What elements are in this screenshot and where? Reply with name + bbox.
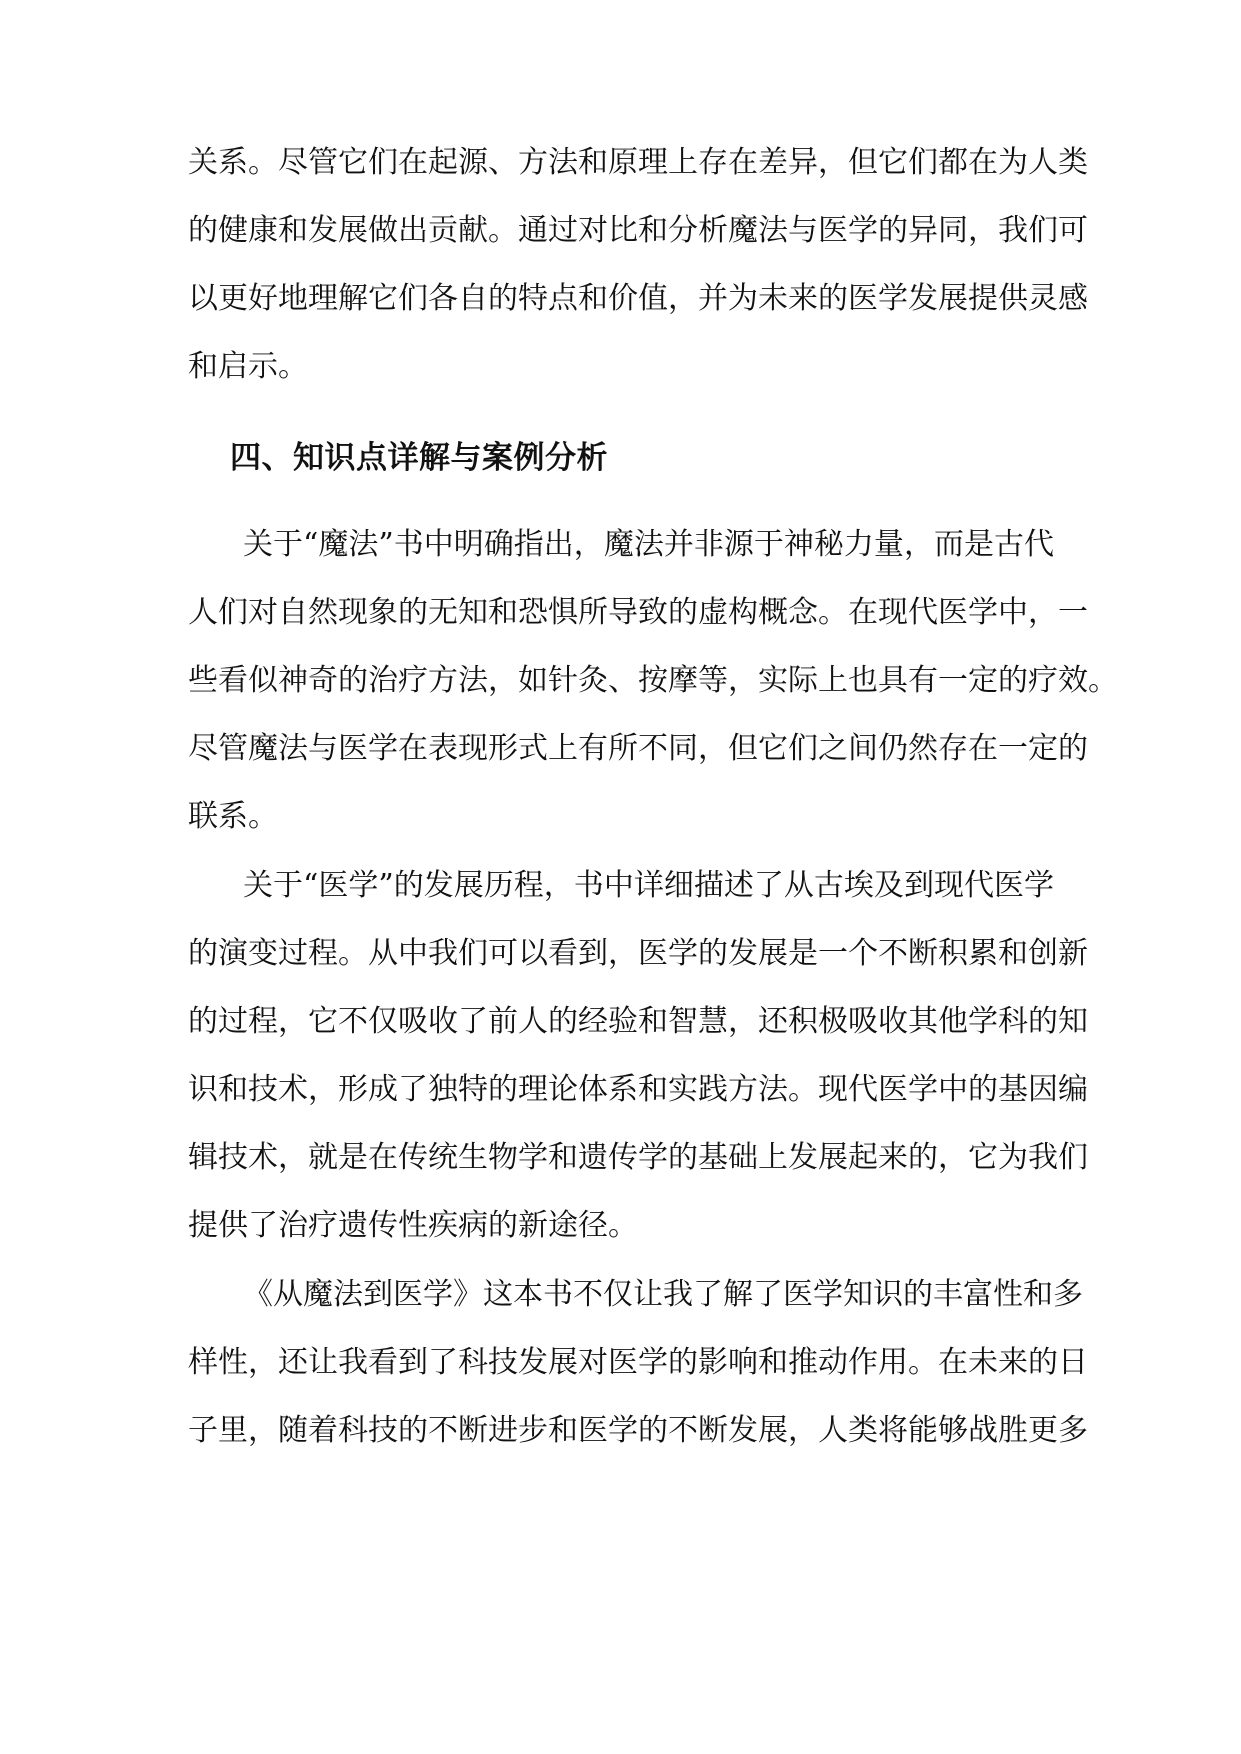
text-line: 以更好地理解它们各自的特点和价值，并为未来的医学发展提供灵感 [188,281,1088,316]
text-line: 关于“魔法”书中明确指出，魔法并非源于神秘力量，而是古代 [243,527,1054,562]
text-line: 子里，随着科技的不断进步和医学的不断发展，人类将能够战胜更多 [188,1413,1088,1448]
text-line: 关于“医学”的发展历程，书中详细描述了从古埃及到现代医学 [243,868,1054,903]
text-line: 些看似神奇的治疗方法，如针灸、按摩等，实际上也具有一定的疗效。 [188,663,1118,698]
text-line: 的过程，它不仅吸收了前人的经验和智慧，还积极吸收其他学科的知 [188,1004,1088,1039]
text-line: 提供了治疗遗传性疾病的新途径。 [188,1208,638,1243]
text-line: 辑技术，就是在传统生物学和遗传学的基础上发展起来的，它为我们 [188,1140,1088,1175]
text-line: 和启示。 [188,349,308,384]
text-line: 《从魔法到医学》这本书不仅让我了解了医学知识的丰富性和多 [243,1277,1083,1312]
text-line: 的健康和发展做出贡献。通过对比和分析魔法与医学的异同，我们可 [188,213,1088,248]
text-line: 尽管魔法与医学在表现形式上有所不同，但它们之间仍然存在一定的 [188,731,1088,766]
section-heading: 四、知识点详解与案例分析 [230,440,608,476]
text-line: 的演变过程。从中我们可以看到，医学的发展是一个不断积累和创新 [188,936,1088,971]
text-line: 人们对自然现象的无知和恐惧所导致的虚构概念。在现代医学中，一 [188,595,1088,630]
text-line: 关系。尽管它们在起源、方法和原理上存在差异，但它们都在为人类 [188,145,1088,180]
text-line: 样性，还让我看到了科技发展对医学的影响和推动作用。在未来的日 [188,1345,1088,1380]
text-line: 识和技术，形成了独特的理论体系和实践方法。现代医学中的基因编 [188,1072,1088,1107]
text-line: 联系。 [188,799,278,834]
